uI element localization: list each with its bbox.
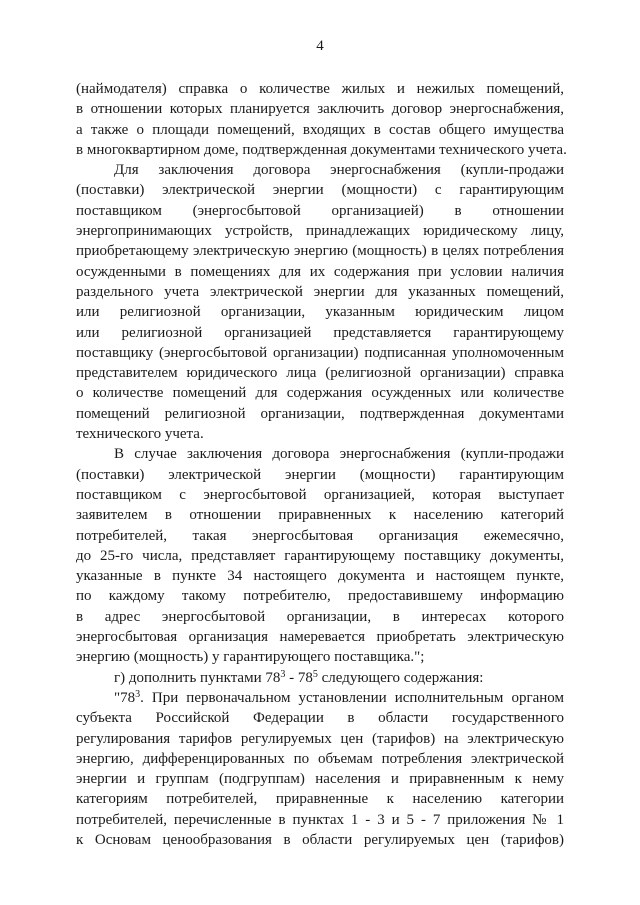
text-line: или религиозной организации, указанным юридическим лицом	[76, 304, 564, 321]
text-line: в адрес энергосбытовой организации, в интересах которого	[76, 608, 564, 625]
paragraph-p4	[76, 668, 564, 688]
text-line: или религиозной организацией представляется гарантирующему	[76, 324, 564, 341]
text-line: поставщику (энергосбытовой организации) подписанная уполномоченным	[76, 344, 564, 361]
text-line: представителем юридического лица (религиозной организации) справка	[76, 365, 564, 382]
text-line: в многоквартирном доме, подтвержденная документами технического учета.	[76, 141, 567, 158]
text-line: категориям потребителей, приравненные к населению категории	[76, 791, 564, 808]
paragraph-p1	[76, 79, 567, 160]
superscript: 3	[135, 688, 141, 700]
paragraph-p3	[76, 444, 564, 667]
text-line: поставщиком с энергосбытовой организацией, которая выступает	[76, 486, 564, 503]
paragraph-p2	[76, 160, 564, 444]
text-line: (наймодателя) справка о количестве жилых и нежилых помещений,	[76, 81, 564, 97]
text-line: а также о площади помещений, входящих в состав общего имущества	[76, 121, 564, 138]
text-line: указанные в пункте 34 настоящего документа и настоящем пункте,	[76, 568, 564, 585]
text-line: осужденными в помещениях для их содержания при условии наличия	[76, 263, 564, 280]
text-line: раздельного учета электрической энергии для указанных помещений,	[76, 283, 564, 300]
text-line: поставщиком (энергосбытовой организацией) в отношении	[76, 202, 564, 219]
text-line: "$78^3$. При первоначальном установлении исполнительным органом	[114, 688, 564, 706]
text-line: энергопринимающих устройств, принадлежащих юридическому лицу,	[76, 223, 564, 240]
text-line: Для заключения договора энергоснабжения (купли-продажи	[114, 162, 564, 179]
paragraph-p5	[76, 688, 564, 850]
text-line: регулирования тарифов регулируемых цен (тарифов) на электрическую	[76, 730, 564, 747]
text-line: энергосбытовая организация намеревается приобретать электрическую	[76, 629, 564, 646]
text-line: (поставки) электрической энергии (мощности) гарантирующим	[76, 466, 564, 483]
superscript: 3	[280, 668, 286, 680]
text-line: приобретающему электрическую энергию (мощность) в целях потребления	[76, 243, 564, 260]
text-line: г) дополнить пунктами $78^3 - 78^5$ следующего содержания:	[114, 668, 484, 686]
text-line: энергии и группам (подгруппам) населения и приравненным к нему	[76, 771, 564, 788]
text-line: о количестве помещений для содержания осужденных или количестве	[76, 385, 564, 402]
text-line: помещений религиозной организации, подтвержденная документами	[76, 405, 564, 422]
text-line: субъекта Российской Федерации в области государственного	[76, 710, 564, 727]
text-line: по каждому такому потребителю, предоставившему информацию	[76, 588, 564, 605]
text-line: (поставки) электрической энергии (мощности) с гарантирующим	[76, 182, 564, 199]
document-body	[76, 79, 567, 850]
text-line: технического учета.	[76, 426, 204, 443]
text-line: до 25-го числа, представляет гарантирующему поставщику документы,	[76, 547, 564, 564]
text-line: к Основам ценообразования в области регулируемых цен (тарифов)	[76, 831, 564, 848]
text-line: энергию (мощность) у гарантирующего поставщика.";	[76, 649, 425, 666]
text-line: энергию, дифференцированных по объемам потребления электрической	[76, 750, 564, 767]
text-line: потребителей, такая энергосбытовая организация ежемесячно,	[76, 527, 564, 544]
text-line: заявителем в отношении приравненных к населению категорий	[76, 507, 564, 524]
text-line: потребителей, перечисленные в пунктах 1 - 3 и 5 - 7 приложения № 1	[76, 811, 564, 828]
text-line: В случае заключения договора энергоснабжения (купли-продажи	[114, 446, 564, 463]
text-line: в отношении которых планируется заключить договор энергоснабжения,	[76, 101, 564, 118]
page-number: 4	[316, 38, 324, 54]
superscript: 5	[312, 668, 318, 680]
